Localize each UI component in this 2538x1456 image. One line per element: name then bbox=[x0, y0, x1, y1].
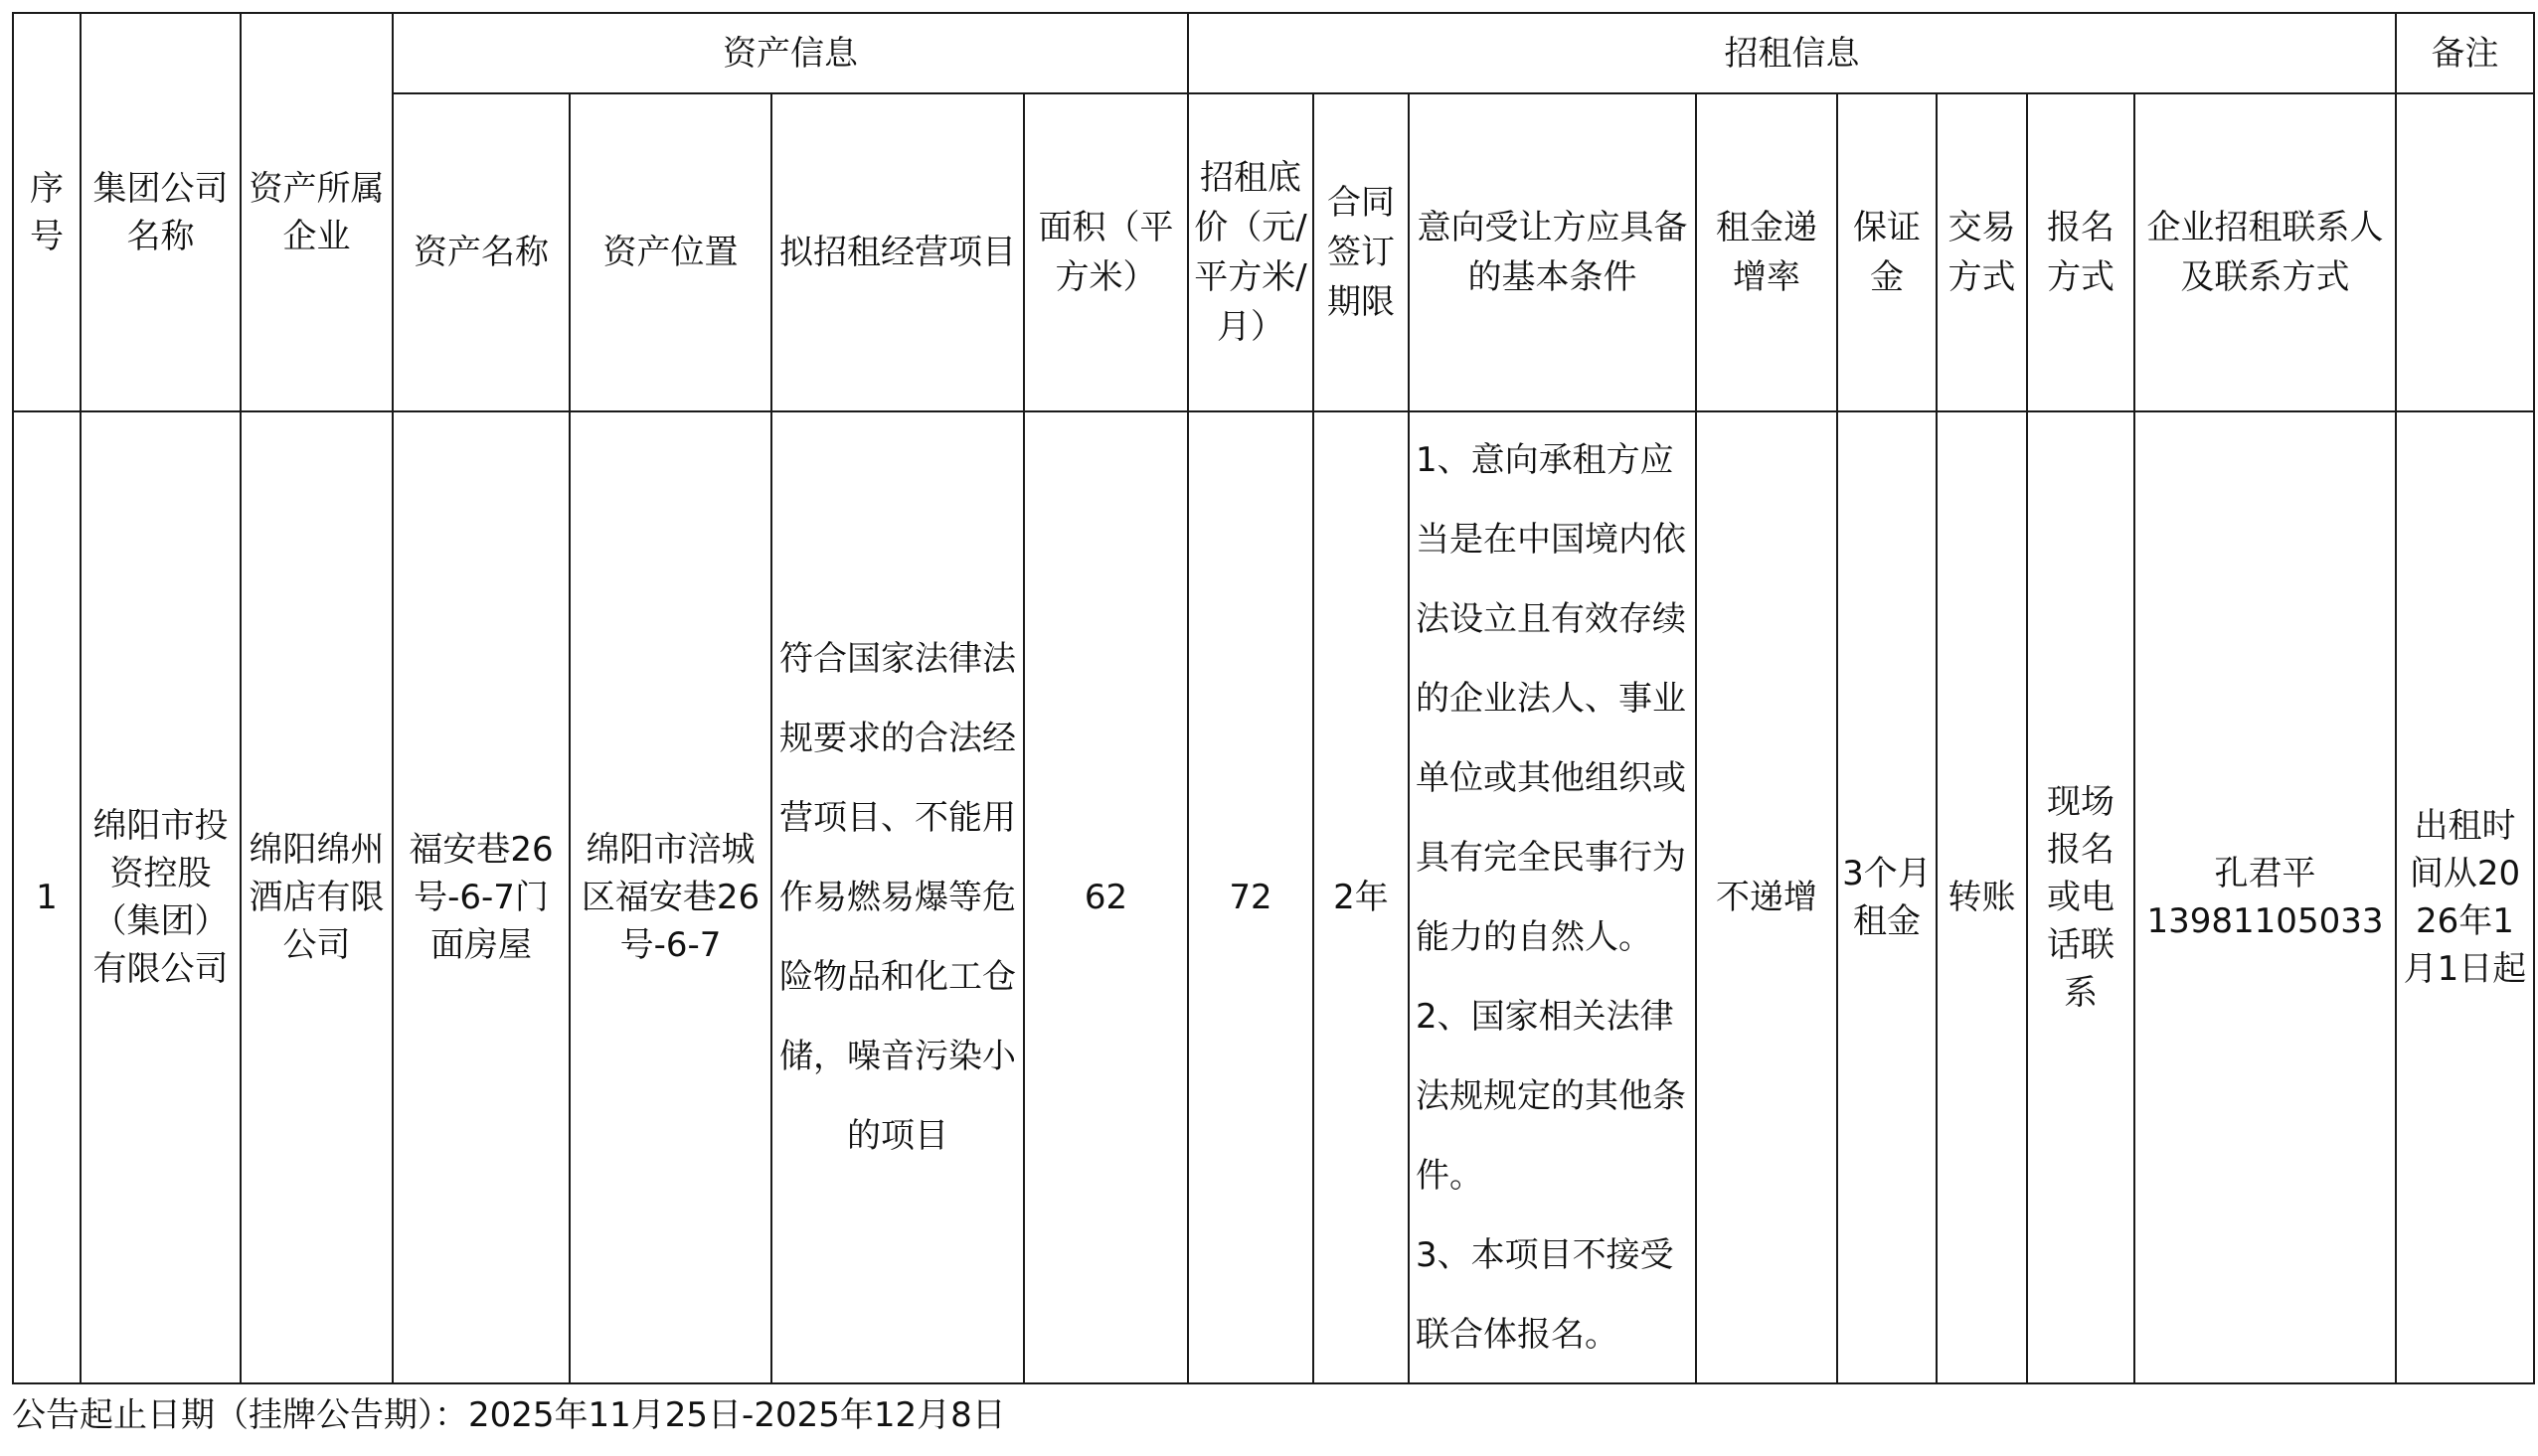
cell-contact bbox=[2134, 411, 2396, 1383]
cell-asset-location: 绵阳市涪城区福安巷26号-6-7 bbox=[570, 411, 771, 1383]
cell-rent-increase: 不递增 bbox=[1696, 411, 1837, 1383]
cell-conditions bbox=[1409, 411, 1696, 1383]
cell-owner-enterprise: 绵阳绵州酒店有限公司 bbox=[241, 411, 393, 1383]
cell-base-price: 72 bbox=[1188, 411, 1313, 1383]
cell-transaction-method: 转账 bbox=[1937, 411, 2027, 1383]
header-contact: 企业招租联系人及联系方式 bbox=[2134, 93, 2396, 411]
cell-registration-method: 现场报名或电话联系 bbox=[2027, 411, 2134, 1383]
header-transaction-method: 交易方式 bbox=[1937, 93, 2027, 411]
header-owner-enterprise: 资产所属企业 bbox=[241, 13, 393, 411]
header-business-project: 拟招租经营项目 bbox=[771, 93, 1024, 411]
contact-phone: 13981105033 bbox=[2146, 901, 2384, 941]
header-seq: 序号 bbox=[13, 13, 81, 411]
header-base-price: 招租底价（元/平方米/月） bbox=[1188, 93, 1313, 411]
header-leasing-info-group: 招租信息 bbox=[1188, 13, 2396, 93]
cell-asset-name: 福安巷26号-6-7门面房屋 bbox=[393, 411, 570, 1383]
condition-item: 2、国家相关法律法规规定的其他条件。 bbox=[1416, 997, 1686, 1196]
cell-seq: 1 bbox=[13, 411, 81, 1383]
leasing-notice-table bbox=[12, 12, 2535, 1384]
cell-remarks-header-blank bbox=[2396, 93, 2534, 411]
cell-remarks: 出租时间从2026年1月1日起 bbox=[2396, 411, 2534, 1383]
header-row-groups bbox=[13, 13, 2534, 93]
header-area: 面积（平方米） bbox=[1024, 93, 1188, 411]
condition-item: 3、本项目不接受联合体报名。 bbox=[1416, 1235, 1674, 1355]
header-registration-method: 报名方式 bbox=[2027, 93, 2134, 411]
header-rent-increase: 租金递增率 bbox=[1696, 93, 1837, 411]
header-asset-location: 资产位置 bbox=[570, 93, 771, 411]
condition-item: 1、意向承租方应当是在中国境内依法设立且有效存续的企业法人、事业单位或其他组织或具有完全民事行为能力的自然人。 bbox=[1416, 440, 1686, 957]
table-row bbox=[13, 411, 2534, 1383]
header-asset-name: 资产名称 bbox=[393, 93, 570, 411]
cell-deposit: 3个月租金 bbox=[1837, 411, 1937, 1383]
header-asset-info-group: 资产信息 bbox=[393, 13, 1188, 93]
cell-group-company: 绵阳市投资控股（集团）有限公司 bbox=[81, 411, 241, 1383]
header-remarks: 备注 bbox=[2396, 13, 2534, 93]
contact-name: 孔君平 bbox=[2214, 854, 2316, 893]
cell-contract-term: 2年 bbox=[1313, 411, 1409, 1383]
announcement-period: 公告起止日期（挂牌公告期）：2025年11月25日-2025年12月8日 bbox=[12, 1395, 1006, 1435]
cell-business-project: 符合国家法律法规要求的合法经营项目、不能用作易燃易爆等危险物品和化工仓储，噪音污染小的项目 bbox=[771, 411, 1024, 1383]
cell-area: 62 bbox=[1024, 411, 1188, 1383]
header-conditions: 意向受让方应具备的基本条件 bbox=[1409, 93, 1696, 411]
header-group-company: 集团公司名称 bbox=[81, 13, 241, 411]
header-deposit: 保证金 bbox=[1837, 93, 1937, 411]
header-contract-term: 合同签订期限 bbox=[1313, 93, 1409, 411]
